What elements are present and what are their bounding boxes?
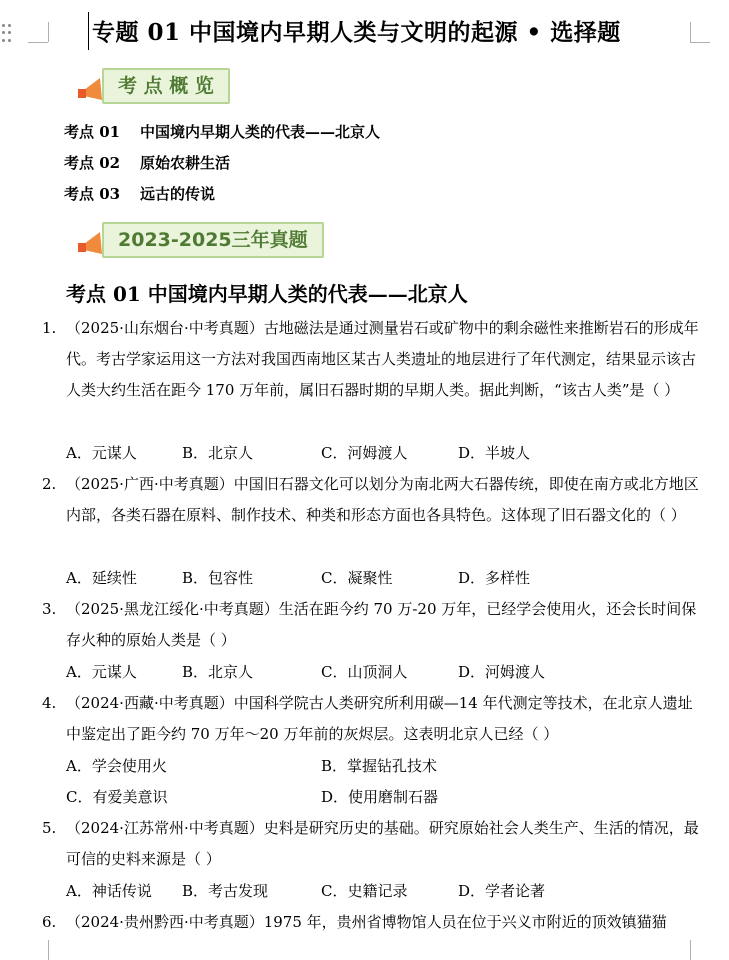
overview-item-num: 考点 01 [64,123,121,141]
option-d[interactable]: D．半坡人 [458,444,531,462]
option-a[interactable]: A．元谋人 [66,663,137,681]
option-a[interactable]: A．元谋人 [66,444,137,462]
question-text: （2025·山东烟台·中考真题）古地磁法是通过测量岩石或矿物中的剩余磁性来推断岩石的形成年代。考古学家运用这一方法对我国西南地区某古人类遗址的地层进行了年代测定，结果显示该古人类大约生活在距今 170 万年前，属旧石器时期的早期人类。据此判断，“该古人类”是（ ） [66,319,699,399]
question-number: 6. [42,913,57,931]
years-banner-label: 2023-2025三年真题 [102,222,324,258]
question-number: 2. [42,475,57,493]
question-text: （2025·黑龙江绥化·中考真题）生活在距今约 70 万-20 万年，已经学会使用火，还会长时间保存火种的原始人类是（ ） [66,600,697,649]
option-c[interactable]: C．山顶洞人 [321,663,408,681]
overview-item-1 [64,121,380,142]
option-d[interactable]: D．使用磨制石器 [321,788,439,806]
question-1 [42,313,702,406]
option-c[interactable]: C．河姆渡人 [321,444,408,462]
option-b[interactable]: B．北京人 [182,663,254,681]
text-cursor [88,12,89,50]
option-c[interactable]: C．有爱美意识 [66,788,168,806]
option-b[interactable]: B．北京人 [182,444,254,462]
question-4 [42,688,702,750]
overview-item-num: 考点 02 [64,154,121,172]
overview-banner-label: 考 点 概 览 [102,68,230,104]
option-c[interactable]: C．史籍记录 [321,882,408,900]
question-3 [42,594,702,656]
crop-mark-bottom-left-v [48,940,49,960]
question-number: 4. [42,694,57,712]
overview-item-3 [64,183,215,204]
option-d[interactable]: D．学者论著 [458,882,546,900]
option-d[interactable]: D．河姆渡人 [458,663,546,681]
option-a[interactable]: A．学会使用火 [66,757,167,775]
overview-item-2 [64,152,230,173]
overview-item-text: 中国境内早期人类的代表——北京人 [140,123,381,141]
question-text: （2024·贵州黔西·中考真题）1975 年，贵州省博物馆人员在位于兴义市附近的顶效镇猫猫 [66,913,667,931]
question-number: 5. [42,819,57,837]
question-number: 1. [42,319,57,337]
overview-item-num: 考点 03 [64,185,121,203]
question-number: 3. [42,600,57,618]
overview-item-text: 原始农耕生活 [140,154,231,172]
question-text: （2024·西藏·中考真题）中国科学院古人类研究所利用碳—14 年代测定等技术，在北京人遗址中鉴定出了距今约 70 万年～20 万年前的灰烬层。这表明北京人已经（ ） [66,694,693,743]
drag-handle-icon[interactable] [0,22,16,46]
option-b[interactable]: B．掌握钻孔技术 [321,757,438,775]
question-text: （2025·广西·中考真题）中国旧石器文化可以划分为南北两大石器传统，即使在南方或北方地区内部，各类石器在原料、制作技术、种类和形态方面也各具特色。这体现了旧石器文化的（ ） [66,475,699,524]
option-d[interactable]: D．多样性 [458,569,531,587]
overview-banner [74,66,244,106]
question-2 [42,469,702,531]
option-c[interactable]: C．凝聚性 [321,569,393,587]
crop-mark-top-left-h [28,42,48,43]
question-6 [42,907,702,938]
crop-mark-top-left-v [48,22,49,42]
crop-mark-bottom-right-v [690,940,691,960]
option-a[interactable]: A．延续性 [66,569,137,587]
document-title: 专题 01 中国境内早期人类与文明的起源 • 选择题 [92,19,621,46]
question-5 [42,813,702,875]
question-text: （2024·江苏常州·中考真题）史料是研究历史的基础。研究原始社会人类生产、生活的情况，最可信的史料来源是（ ） [66,819,699,868]
overview-item-text: 远古的传说 [140,185,216,203]
option-b[interactable]: B．包容性 [182,569,254,587]
option-a[interactable]: A．神话传说 [66,882,152,900]
option-b[interactable]: B．考古发现 [182,882,269,900]
years-banner [74,220,344,260]
section-heading: 考点 01 中国境内早期人类的代表——北京人 [66,282,468,306]
